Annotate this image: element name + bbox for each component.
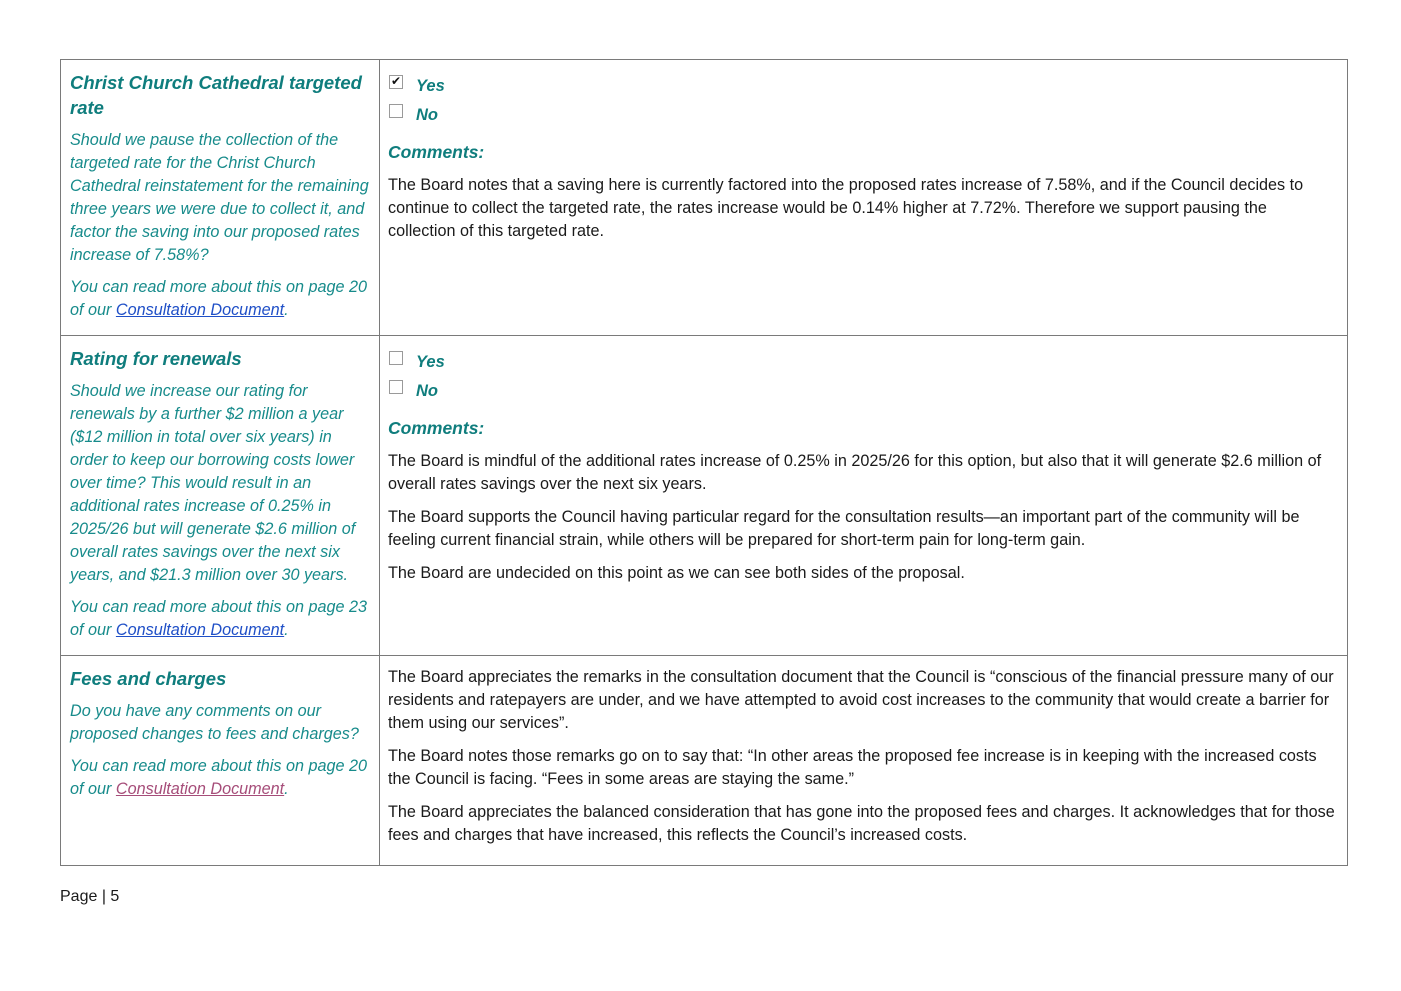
- comment-paragraph: The Board appreciates the balanced consideration that has gone into the proposed fees and charges. It acknowledges that for those fees and charges that have increased, this reflects the Council’s increased costs.: [388, 803, 1335, 844]
- comment-paragraph: The Board is mindful of the additional rates increase of 0.25% in 2025/26 for this option, but also that it will generate $2.6 million of overall rates savings over the next six years.: [388, 452, 1322, 493]
- read-more-suffix: .: [284, 301, 289, 319]
- question-text: Should we pause the collection of the targeted rate for the Christ Church Cathedral reinstatement for the remaining three years we were due to collect it, and factor the saving into our proposed rates increase of 7.58%?: [70, 131, 369, 264]
- question-cell: [61, 336, 380, 656]
- comments-label: Comments:: [388, 142, 485, 162]
- response-cell: [380, 60, 1348, 336]
- table-row-fees-charges: [61, 656, 1348, 866]
- option-yes: [388, 72, 1337, 101]
- comment-paragraph: The Board are undecided on this point as we can see both sides of the proposal.: [388, 564, 965, 582]
- consultation-document-link[interactable]: Consultation Document: [115, 621, 285, 639]
- question-cell: [61, 656, 380, 866]
- response-cell: [380, 656, 1348, 866]
- yes-label: Yes: [416, 77, 445, 95]
- no-label: No: [416, 382, 438, 400]
- read-more-suffix: .: [284, 780, 289, 798]
- consultation-document-link[interactable]: Consultation Document: [115, 301, 285, 319]
- question-cell: [61, 60, 380, 336]
- submission-table: [60, 59, 1348, 866]
- read-more-prefix: You can read more about this on page 23 of our: [70, 598, 367, 639]
- yes-checkbox[interactable]: [389, 351, 403, 365]
- consultation-document-link[interactable]: Consultation Document: [115, 780, 285, 798]
- option-yes: [388, 348, 1337, 377]
- question-title: Christ Church Cathedral targeted rate: [70, 72, 362, 118]
- no-checkbox[interactable]: [389, 380, 403, 394]
- response-cell: [380, 336, 1348, 656]
- read-more-text: [70, 596, 371, 642]
- option-no: [388, 101, 1337, 130]
- read-more-prefix: You can read more about this on page 20 of our: [70, 757, 367, 798]
- question-text: Do you have any comments on our proposed changes to fees and charges?: [70, 702, 359, 743]
- question-text: Should we increase our rating for renewals by a further $2 million a year ($12 million in total over six years) in order to keep our borrowing costs lower over time? This would result in an additional rates increase of 0.25% in 2025/26 but will generate $2.6 million of overall rates savings over the next six years, and $21.3 million over 30 years.: [70, 382, 356, 584]
- comment-paragraph: The Board appreciates the remarks in the consultation document that the Council is “conscious of the financial pressure many of our residents and ratepayers are under, and we have attempted to avoid cost increases to the community that would create a barrier for them using our services”.: [388, 668, 1334, 732]
- read-more-text: [70, 276, 371, 322]
- no-checkbox[interactable]: [389, 104, 403, 118]
- read-more-suffix: .: [284, 621, 289, 639]
- table-row-cathedral-rate: [61, 60, 1348, 336]
- comment-paragraph: The Board notes that a saving here is currently factored into the proposed rates increase of 7.58%, and if the Council decides to continue to collect the targeted rate, the rates increase would be 0.14% higher at 7.72%. Therefore we support pausing the collection of this targeted rate.: [388, 176, 1304, 240]
- question-title: Fees and charges: [70, 668, 227, 689]
- page-number: Page | 5: [60, 888, 120, 905]
- comments-label: Comments:: [388, 418, 485, 438]
- no-label: No: [416, 106, 438, 124]
- read-more-prefix: You can read more about this on page 20 of our: [70, 278, 367, 319]
- comment-paragraph: The Board supports the Council having particular regard for the consultation results—an important part of the community will be feeling current financial strain, while others will be prepared for short-term pain for long-term gain.: [388, 508, 1300, 549]
- read-more-text: [70, 755, 371, 801]
- comment-paragraph: The Board notes those remarks go on to say that: “In other areas the proposed fee increase is in keeping with the increased costs the Council is facing. “Fees in some areas are staying the same.”: [388, 747, 1317, 788]
- table-row-rating-renewals: [61, 336, 1348, 656]
- option-no: [388, 377, 1337, 406]
- yes-label: Yes: [416, 353, 445, 371]
- question-title: Rating for renewals: [70, 348, 242, 369]
- yes-checkbox[interactable]: ✔: [390, 73, 402, 88]
